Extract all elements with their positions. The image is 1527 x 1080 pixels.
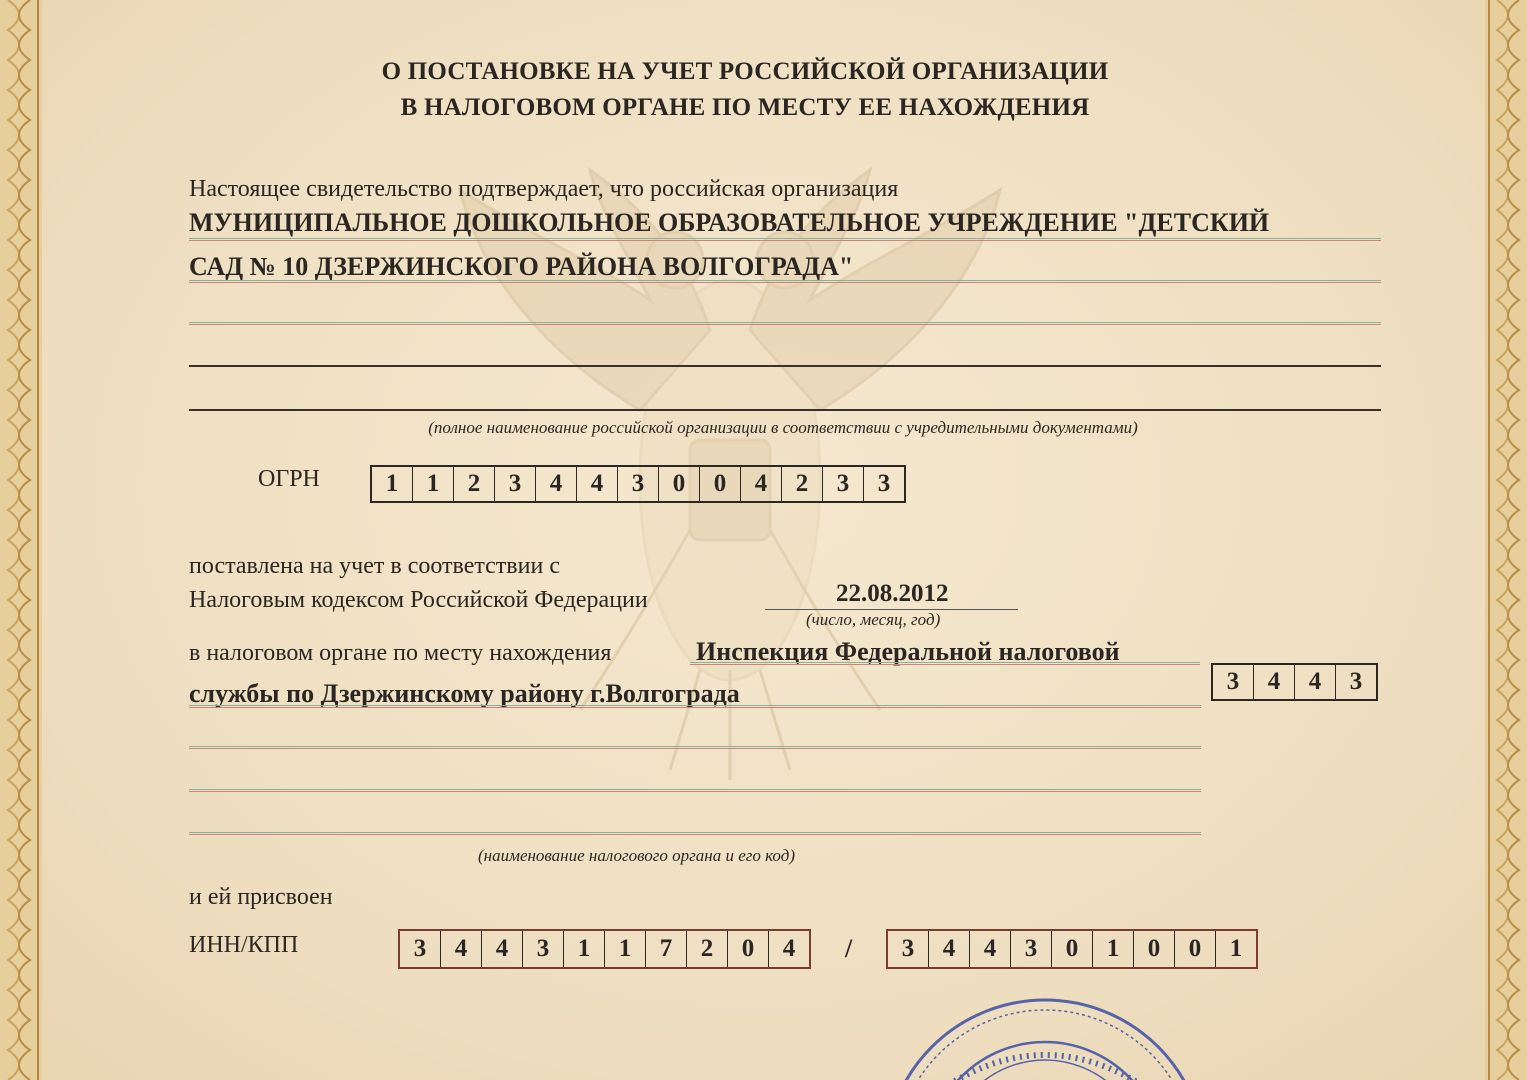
inn-digit: 4 xyxy=(441,931,482,967)
kpp-digit: 0 xyxy=(1052,931,1093,967)
ogrn-digit: 0 xyxy=(700,467,741,501)
kpp-digit: 0 xyxy=(1134,931,1175,967)
ogrn-digit: 3 xyxy=(618,467,659,501)
inn-digit: 3 xyxy=(400,931,441,967)
inn-digit: 4 xyxy=(782,935,796,962)
organization-caption: (полное наименование российской организации в соответствии с учредительными документами) xyxy=(428,418,1138,437)
kpp-cells xyxy=(886,929,1258,969)
underline xyxy=(189,322,1381,323)
inn-digit: 4 xyxy=(482,931,523,967)
official-seal-stamp xyxy=(880,985,1210,1080)
kpp-digit: 0 xyxy=(1175,931,1216,967)
kpp-digit: 4 xyxy=(929,931,970,967)
underline xyxy=(189,409,1381,411)
underline xyxy=(189,280,1381,281)
left-guilloche-border xyxy=(0,0,42,1080)
tax-code-digit: 3 xyxy=(1213,665,1254,699)
ogrn-digit: 1 xyxy=(372,467,413,501)
ogrn-digit: 4 xyxy=(536,467,577,501)
tax-authority-prefix: в налоговом органе по месту нахождения xyxy=(189,640,612,666)
kpp-digit: 1 xyxy=(1093,931,1134,967)
assigned-text: и ей присвоен xyxy=(189,884,333,910)
ogrn-digit: 3 xyxy=(495,467,536,501)
kpp-digit: 4 xyxy=(970,931,1011,967)
kpp-digit: 3 xyxy=(1011,931,1052,967)
underline xyxy=(189,746,1201,747)
inn-kpp-label: ИНН/КПП xyxy=(189,932,299,958)
ogrn-digit: 3 xyxy=(877,470,891,497)
ogrn-digit: 4 xyxy=(741,467,782,501)
tax-code-digit: 4 xyxy=(1295,665,1336,699)
registration-text-line-1: поставлена на учет в соответствии с xyxy=(189,553,560,579)
kpp-digit: 3 xyxy=(888,931,929,967)
underline xyxy=(690,662,1200,663)
kpp-digit: 1 xyxy=(1229,935,1243,962)
inn-digit: 1 xyxy=(564,931,605,967)
ogrn-digit: 0 xyxy=(659,467,700,501)
right-guilloche-border xyxy=(1485,0,1527,1080)
ogrn-cells xyxy=(370,465,906,503)
underline xyxy=(189,238,1381,239)
ogrn-digit: 2 xyxy=(454,467,495,501)
date-caption: (число, месяц, год) xyxy=(806,610,941,629)
inn-cells xyxy=(398,929,811,969)
tax-authority-name-line-2: службы по Дзержинскому району г.Волгограда xyxy=(189,679,740,708)
ogrn-digit: 2 xyxy=(782,467,823,501)
organization-name-line-1: МУНИЦИПАЛЬНОЕ ДОШКОЛЬНОЕ ОБРАЗОВАТЕЛЬНОЕ УЧРЕЖДЕНИЕ "ДЕТСКИЙ xyxy=(189,208,1270,237)
underline xyxy=(189,705,1201,706)
inn-digit: 3 xyxy=(523,931,564,967)
inn-kpp-separator: / xyxy=(845,934,853,963)
ogrn-digit: 3 xyxy=(823,467,864,501)
document-title-line-2: В НАЛОГОВОМ ОРГАНЕ ПО МЕСТУ ЕЕ НАХОЖДЕНИЯ xyxy=(400,94,1090,121)
inn-digit: 0 xyxy=(728,931,769,967)
tax-code-digit: 4 xyxy=(1254,665,1295,699)
inn-digit: 7 xyxy=(646,931,687,967)
tax-authority-name-line-1: Инспекция Федеральной налоговой xyxy=(696,637,1120,666)
underline xyxy=(189,832,1201,833)
organization-name-line-2: САД № 10 ДЗЕРЖИНСКОГО РАЙОНА ВОЛГОГРАДА" xyxy=(189,252,854,281)
inn-digit: 2 xyxy=(687,931,728,967)
tax-authority-code-cells xyxy=(1211,663,1378,701)
underline xyxy=(189,789,1201,790)
ogrn-label: ОГРН xyxy=(258,466,320,492)
tax-code-digit: 3 xyxy=(1349,668,1363,695)
registration-text-line-2: Налоговым кодексом Российской Федерации xyxy=(189,587,648,613)
tax-authority-caption: (наименование налогового органа и его код) xyxy=(478,846,795,865)
ogrn-digit: 4 xyxy=(577,467,618,501)
document-title-line-1: О ПОСТАНОВКЕ НА УЧЕТ РОССИЙСКОЙ ОРГАНИЗАЦИИ xyxy=(381,58,1109,85)
ogrn-digit: 1 xyxy=(413,467,454,501)
intro-text: Настоящее свидетельство подтверждает, что российская организация xyxy=(189,176,899,202)
inn-digit: 1 xyxy=(605,931,646,967)
registration-date: 22.08.2012 xyxy=(836,580,949,607)
underline xyxy=(189,365,1381,367)
